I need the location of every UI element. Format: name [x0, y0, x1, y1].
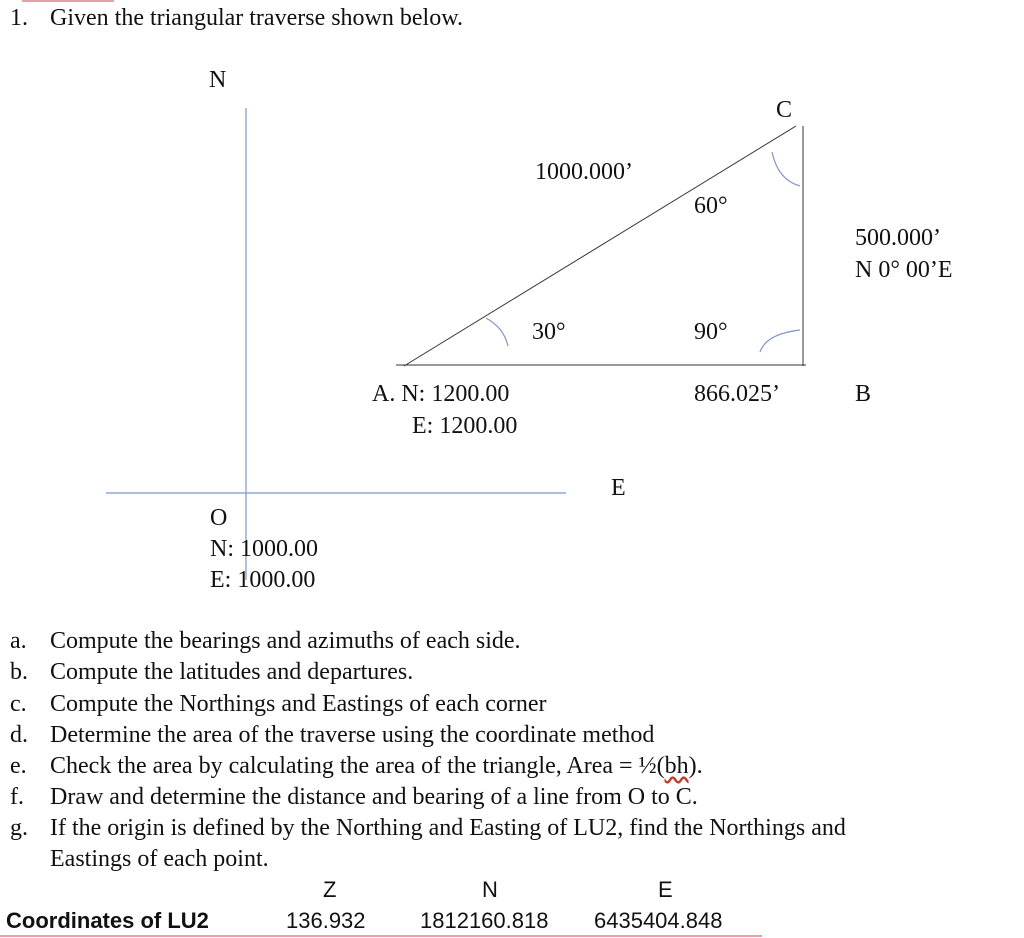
angle-arc-c	[772, 152, 800, 186]
question-text-before: Check the area by calculating the area of the triangle, Area = ½(	[50, 753, 665, 779]
value-e: 6435404.848	[594, 908, 723, 933]
question-text	[50, 752, 703, 780]
origin-east: E: 1000.00	[210, 567, 316, 593]
side-ab-length: 866.025’	[694, 381, 780, 407]
problem-number: 1.	[10, 5, 28, 31]
side-ac-length: 1000.000’	[535, 159, 633, 185]
question-letter: b.	[10, 659, 28, 685]
question-letter: f.	[10, 784, 24, 810]
question-letter: d.	[10, 722, 28, 748]
header-z: Z	[323, 877, 337, 902]
origin-north: N: 1000.00	[210, 536, 318, 562]
corner-c-label: C	[776, 97, 793, 123]
question-text: Compute the bearings and azimuths of each side.	[50, 628, 521, 654]
north-label: N	[209, 67, 227, 93]
question-text: Compute the Northings and Eastings of each corner	[50, 691, 547, 717]
question-text: Draw and determine the distance and bearing of a line from O to C.	[50, 784, 698, 810]
value-n: 1812160.818	[420, 908, 549, 933]
problem-title: Given the triangular traverse shown below.	[50, 5, 463, 31]
east-label: E	[611, 475, 626, 501]
question-letter: e.	[10, 753, 27, 779]
question-text: If the origin is defined by the Northing and Easting of LU2, find the Northings and	[50, 815, 846, 841]
angle-c-label: 60°	[694, 193, 728, 219]
point-a-east: E: 1200.00	[412, 413, 518, 439]
header-e: E	[658, 877, 673, 902]
angle-b-label: 90°	[694, 319, 728, 345]
corner-b-label: B	[855, 381, 872, 407]
value-z: 136.932	[286, 908, 366, 933]
header-n: N	[482, 877, 498, 902]
question-letter: a.	[10, 628, 27, 654]
row-label: Coordinates of LU2	[6, 908, 209, 933]
question-text-after: ).	[688, 753, 703, 779]
bottom-accent-bar	[0, 935, 762, 937]
angle-arc-a	[486, 318, 508, 346]
question-text: Determine the area of the traverse using the coordinate method	[50, 722, 655, 748]
question-text-wavy: bh	[664, 753, 689, 779]
angle-arc-b	[760, 330, 800, 352]
origin-label: O	[210, 505, 228, 531]
question-letter: g.	[10, 815, 28, 841]
side-bc-bearing: N 0° 00’E	[855, 257, 953, 283]
angle-a-label: 30°	[532, 319, 566, 345]
question-letter: c.	[10, 691, 27, 717]
question-text-continued: Eastings of each point.	[50, 846, 269, 872]
point-a-north: A. N: 1200.00	[372, 381, 510, 407]
side-bc-length: 500.000’	[855, 225, 941, 251]
question-text: Compute the latitudes and departures.	[50, 659, 414, 685]
